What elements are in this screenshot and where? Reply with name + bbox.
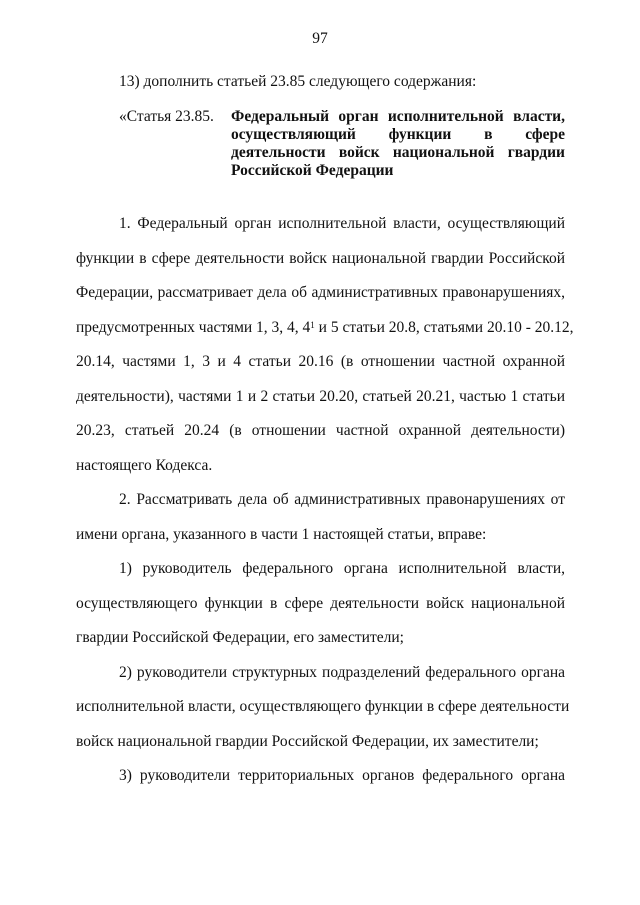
text-line: настоящего Кодекса. — [76, 456, 213, 474]
text-fragment: предусмотренных частями 1, 3, 4, 4 — [76, 318, 311, 336]
text-line: 1. Федеральный орган исполнительной власти, осуществляющий — [119, 215, 565, 232]
text-fragment: и 5 статьи 20.8, статьями 20.10 - 20.12, — [314, 318, 574, 336]
text-line: 2. Рассматривать дела об административных правонарушениях от — [119, 491, 565, 508]
text-line: функции в сфере деятельности войск национальной гвардии Российской — [76, 249, 565, 267]
text-line: гвардии Российской Федерации, его заместители; — [76, 629, 404, 646]
text-line: 1) руководитель федерального органа исполнительной власти, — [119, 560, 565, 577]
text-line: войск национальной гвардии Российской Федерации, их заместители; — [76, 732, 539, 750]
article-heading — [119, 108, 565, 180]
text-line: исполнительной власти, осуществляющего функции в сфере деятельности — [76, 698, 570, 715]
article-number: «Статья 23.85. — [119, 108, 214, 125]
amendment-item-13: 13) дополнить статьей 23.85 следующего содержания: — [119, 73, 477, 90]
article-title-line: деятельности войск национальной гвардии — [231, 144, 565, 161]
text-line — [76, 311, 574, 346]
paragraph-item-2 — [76, 656, 570, 760]
page-number: 97 — [312, 30, 328, 47]
article-title-line: осуществляющий функции в сфере — [231, 126, 565, 143]
text-line: 2) руководители структурных подразделений федерального органа — [119, 663, 565, 681]
paragraph-part-1 — [76, 207, 574, 483]
text-line: 3) руководители территориальных органов федерального органа — [119, 767, 565, 784]
paragraph-part-2 — [76, 483, 565, 552]
paragraph-item-1 — [76, 552, 565, 656]
article-title-line: Федеральный орган исполнительной власти, — [231, 108, 565, 125]
text-line: Федерации, рассматривает дела об административных правонарушениях, — [76, 284, 565, 301]
article-title — [231, 108, 565, 180]
text-line: 20.14, частями 1, 3 и 4 статьи 20.16 (в отношении частной охранной — [76, 353, 565, 370]
article-body — [76, 207, 574, 794]
paragraph-item-3 — [76, 759, 565, 794]
superscript-index: 1 — [310, 319, 315, 330]
text-line: 20.23, статьей 20.24 (в отношении частной охранной деятельности) — [76, 422, 565, 439]
article-title-line: Российской Федерации — [231, 162, 394, 179]
text-line: имени органа, указанного в части 1 настоящей статьи, вправе: — [76, 525, 487, 543]
text-line: осуществляющего функции в сфере деятельности войск национальной — [76, 594, 565, 612]
text-line: деятельности), частями 1 и 2 статьи 20.20, статьей 20.21, частью 1 статьи — [76, 387, 565, 405]
